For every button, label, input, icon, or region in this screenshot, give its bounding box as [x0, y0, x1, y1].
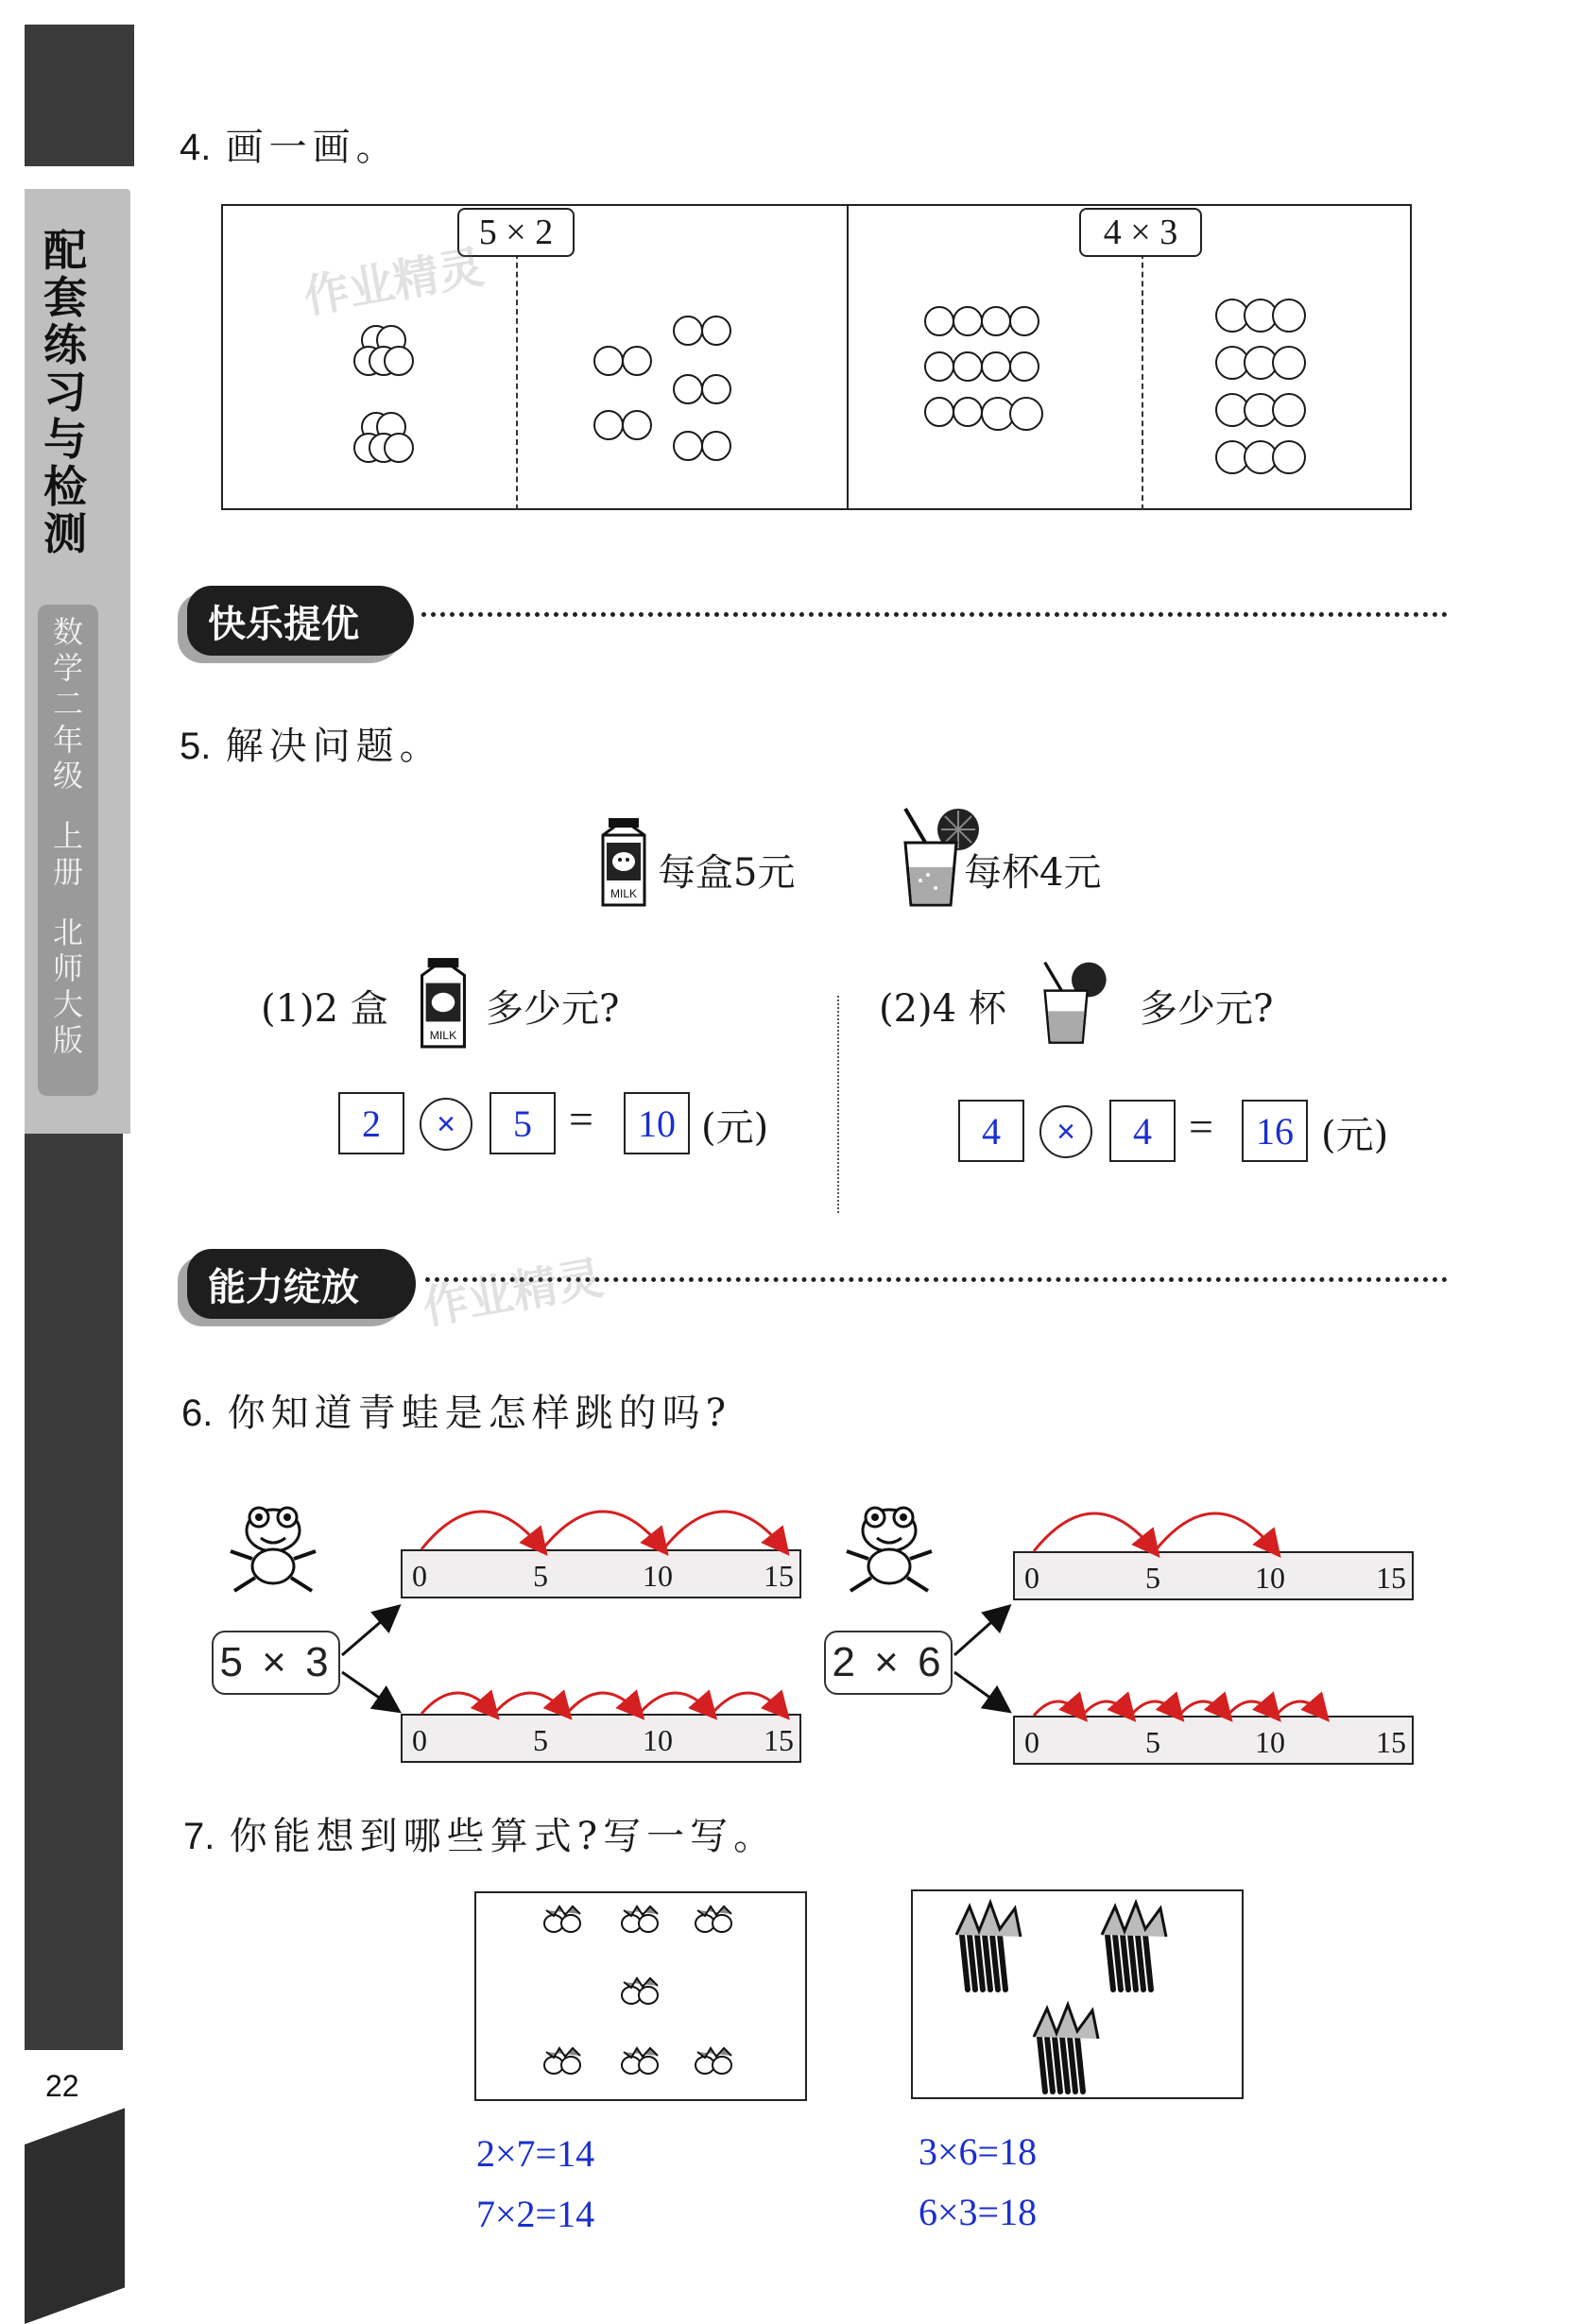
carrot-bunch-icon — [1102, 1903, 1166, 1990]
ruler-tick-label: 5 — [533, 1723, 548, 1757]
q6-right-expression: 2 × 6 — [824, 1631, 953, 1695]
question-7-heading: 7. 你能想到哪些算式?写一写。 — [183, 1815, 778, 1858]
svg-text:MILK: MILK — [610, 887, 638, 900]
ruler-tick-label: 10 — [643, 1559, 673, 1593]
sidebar-book-title: 配 套 练 习 与 检 测 — [43, 225, 87, 559]
q5-sub1-factor-a[interactable]: 2 — [338, 1092, 404, 1154]
q7-left-answer-2: 7×2=14 — [476, 2193, 595, 2235]
ruler-tick-label: 0 — [1024, 1725, 1039, 1759]
ruler-tick-label: 5 — [533, 1559, 548, 1593]
ruler-tick-label: 5 — [1145, 1725, 1160, 1759]
q5-sub1-result[interactable]: 10 — [624, 1092, 690, 1154]
ruler-tick-label: 15 — [1376, 1561, 1406, 1595]
ruler-tick-label: 15 — [764, 1559, 794, 1593]
milk-price: 每盒5元 — [658, 851, 796, 895]
q5-sub2-factor-a[interactable]: 4 — [958, 1100, 1024, 1162]
ruler-tick-label: 10 — [1255, 1561, 1285, 1595]
ruler-tick-label: 0 — [1024, 1561, 1039, 1595]
question-5-heading: 5. 解决问题。 — [180, 725, 443, 768]
question-4-heading: 4. 画一画。 — [180, 126, 400, 169]
radish-pair-icon — [544, 2048, 580, 2074]
q6-left-expression: 5 × 3 — [212, 1631, 340, 1695]
watermark: 作业精灵 — [300, 240, 489, 325]
q7-right-answer-1: 3×6=18 — [919, 2130, 1038, 2173]
q5-sub2-prefix: (2)4 杯 — [879, 987, 1006, 1031]
q5-sub2-operator[interactable]: × — [1039, 1105, 1092, 1158]
q5-sub1-factor-b[interactable]: 5 — [489, 1092, 556, 1154]
q5-sub2-result[interactable]: 16 — [1242, 1100, 1308, 1162]
radish-pair-icon — [622, 1978, 658, 2004]
q4-left-label: 5 × 2 — [457, 208, 575, 257]
q4-right-label: 4 × 3 — [1079, 208, 1202, 257]
sidebar-book-info: 数 学 二 年 级 上 册 北 师 大 版 — [38, 605, 98, 1096]
ruler-tick-label: 10 — [643, 1723, 673, 1757]
q5-sub1-operator[interactable]: × — [420, 1098, 472, 1151]
radish-pair-icon — [622, 1906, 658, 1932]
q5-sub1-suffix: 多少元? — [486, 987, 620, 1031]
ruler-tick-label: 0 — [412, 1559, 427, 1593]
section-tab-nengli-zhanfang: 能力绽放 — [187, 1249, 416, 1319]
ruler-tick-label: 10 — [1255, 1725, 1285, 1759]
ruler-tick-label: 5 — [1145, 1561, 1160, 1595]
svg-text:MILK: MILK — [429, 1028, 457, 1042]
carrot-bunch-icon — [1034, 2005, 1098, 2092]
q5-sub2-equals: = — [1189, 1102, 1213, 1151]
q5-sub2-unit: (元) — [1321, 1114, 1389, 1157]
ruler-tick-label: 15 — [1376, 1725, 1406, 1759]
ruler-tick-label: 0 — [412, 1723, 427, 1757]
watermark-2: 作业精灵 — [419, 1251, 608, 1336]
q5-sub2-factor-b[interactable]: 4 — [1109, 1100, 1176, 1162]
q5-sub1-unit: (元) — [701, 1106, 769, 1150]
q7-right-answer-2: 6×3=18 — [919, 2191, 1038, 2233]
q7-left-answer-1: 2×7=14 — [476, 2132, 595, 2175]
page-number: 22 — [45, 2069, 79, 2103]
section-tab-kuaile-tiyou: 快乐提优 — [187, 586, 414, 656]
q5-sub1-equals: = — [569, 1095, 593, 1143]
radish-pair-icon — [696, 1906, 731, 1932]
radish-pair-icon — [696, 2048, 731, 2074]
carrot-bunch-icon — [956, 1903, 1021, 1990]
question-6-heading: 6. 你知道青蛙是怎样跳的吗? — [181, 1392, 732, 1435]
ruler-tick-label: 15 — [764, 1723, 794, 1757]
q5-sub1-prefix: (1)2 盒 — [261, 987, 388, 1031]
radish-pair-icon — [544, 1906, 580, 1932]
radish-pair-icon — [622, 2048, 658, 2074]
juice-price: 每杯4元 — [964, 851, 1102, 895]
q5-sub2-suffix: 多少元? — [1140, 987, 1274, 1031]
